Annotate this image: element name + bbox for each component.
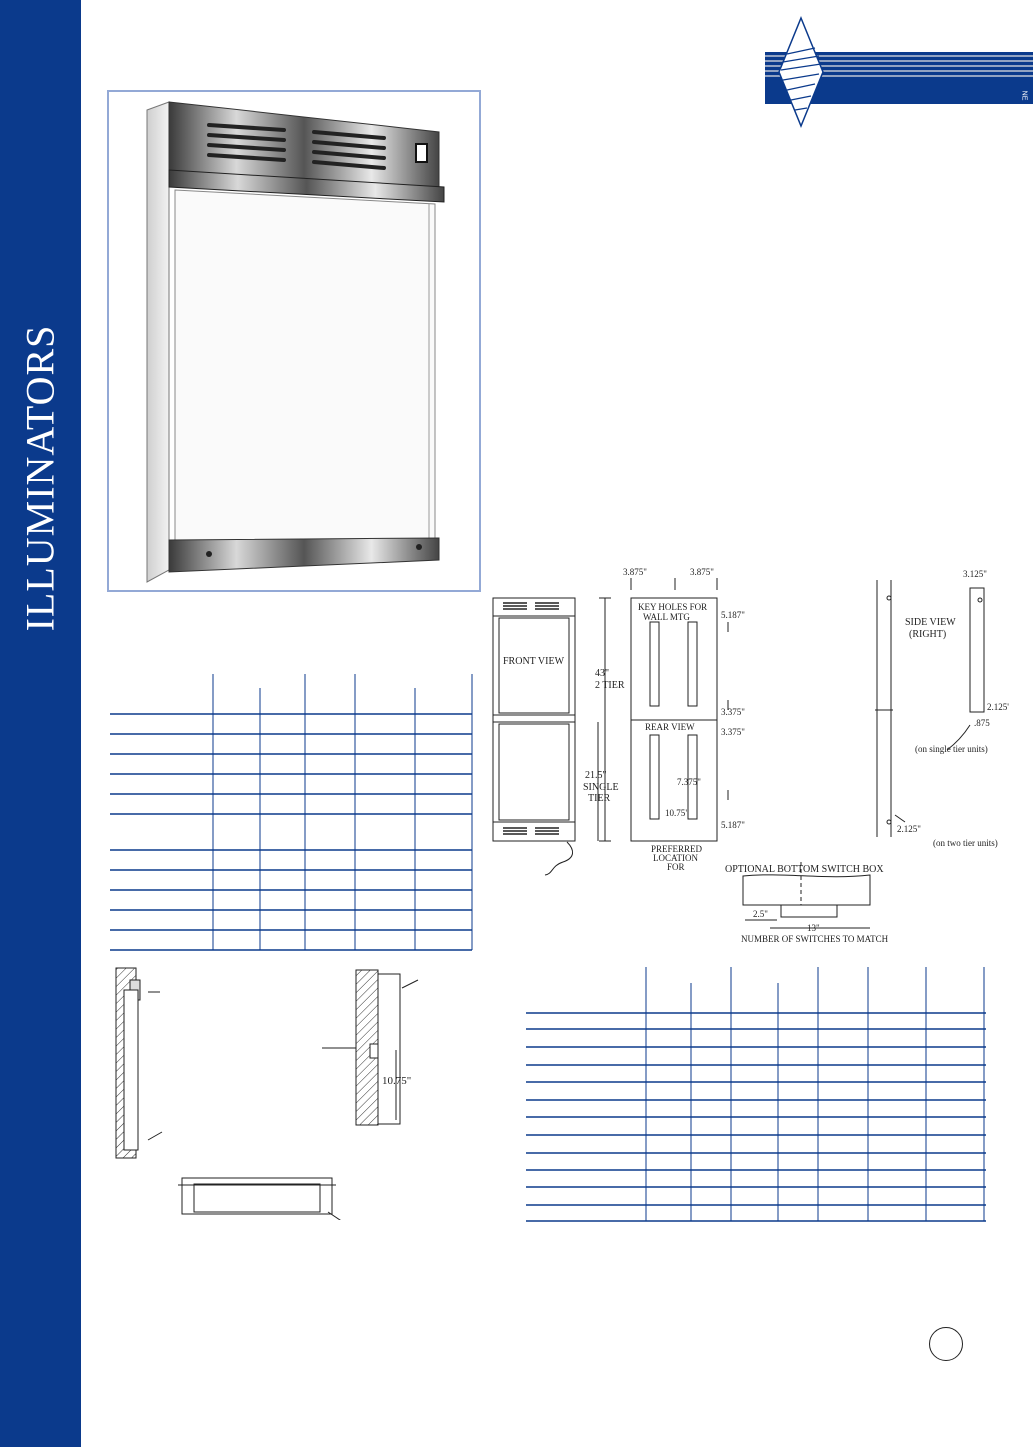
product-photo-frame [107,90,481,592]
side-view-label-2: (RIGHT) [909,629,947,640]
dim-switch-width: 13" [807,923,820,933]
tier-label: TIER [588,793,611,804]
dim-side-top: 3.125" [963,569,987,579]
dim-side-hook: 2.125' [987,702,1009,712]
dim-mid-upper: 3.375" [721,707,745,717]
dim-two-tier-height: 43" [595,668,610,679]
dim-single-height: 21.5" [585,770,607,781]
dim-top-right: 3.875" [690,567,714,577]
dim-side-bottom: 2.125" [897,824,921,834]
dim-side-depth: .875 [974,718,990,728]
company-logo [765,14,1033,134]
page-number-circle [929,1327,963,1361]
specs-table-left [110,672,475,954]
dim-keyhole-top: 5.187" [721,610,745,620]
sidebar-band [0,0,81,1447]
dim-switch-left: 2.5" [753,909,768,919]
dim-rear-len: 10.75" [665,808,689,818]
dim-rear-offset: 7.375" [677,777,701,787]
specs-table-right [526,965,988,1225]
single-tier-note: (on single tier units) [915,744,988,754]
dim-mid-lower: 3.375" [721,727,745,737]
dim-keyhole-bottom: 5.187" [721,820,745,830]
illuminator-photo [109,92,479,590]
front-view-outline [493,598,575,841]
switch-box-label: OPTIONAL BOTTOM SWITCH BOX [725,864,884,875]
key-holes-label-1: KEY HOLES FOR [638,602,708,612]
logo-mark-text: NE [1020,90,1028,101]
rear-view-label: REAR VIEW [645,722,695,732]
switch-note: NUMBER OF SWITCHES TO MATCH [741,934,889,944]
single-label: SINGLE [583,782,619,793]
two-tier-note: (on two tier units) [933,838,998,848]
key-holes-label-2: WALL MTG [643,612,690,622]
side-view-label-1: SIDE VIEW [905,617,956,628]
preferred-label-2: LOCATION [653,853,698,863]
technical-drawing [485,560,1033,950]
front-view-label: FRONT VIEW [503,656,565,667]
preferred-label-1: PREFERRED [651,844,703,854]
mounting-detail-drawings [100,960,480,1220]
preferred-label-3: FOR [667,862,685,872]
dim-top-left: 3.875" [623,567,647,577]
sidebar-title: ILLUMINATORS [17,324,63,632]
two-tier-label: 2 TIER [595,680,625,691]
detail-dim: 10.75" [382,1075,412,1087]
